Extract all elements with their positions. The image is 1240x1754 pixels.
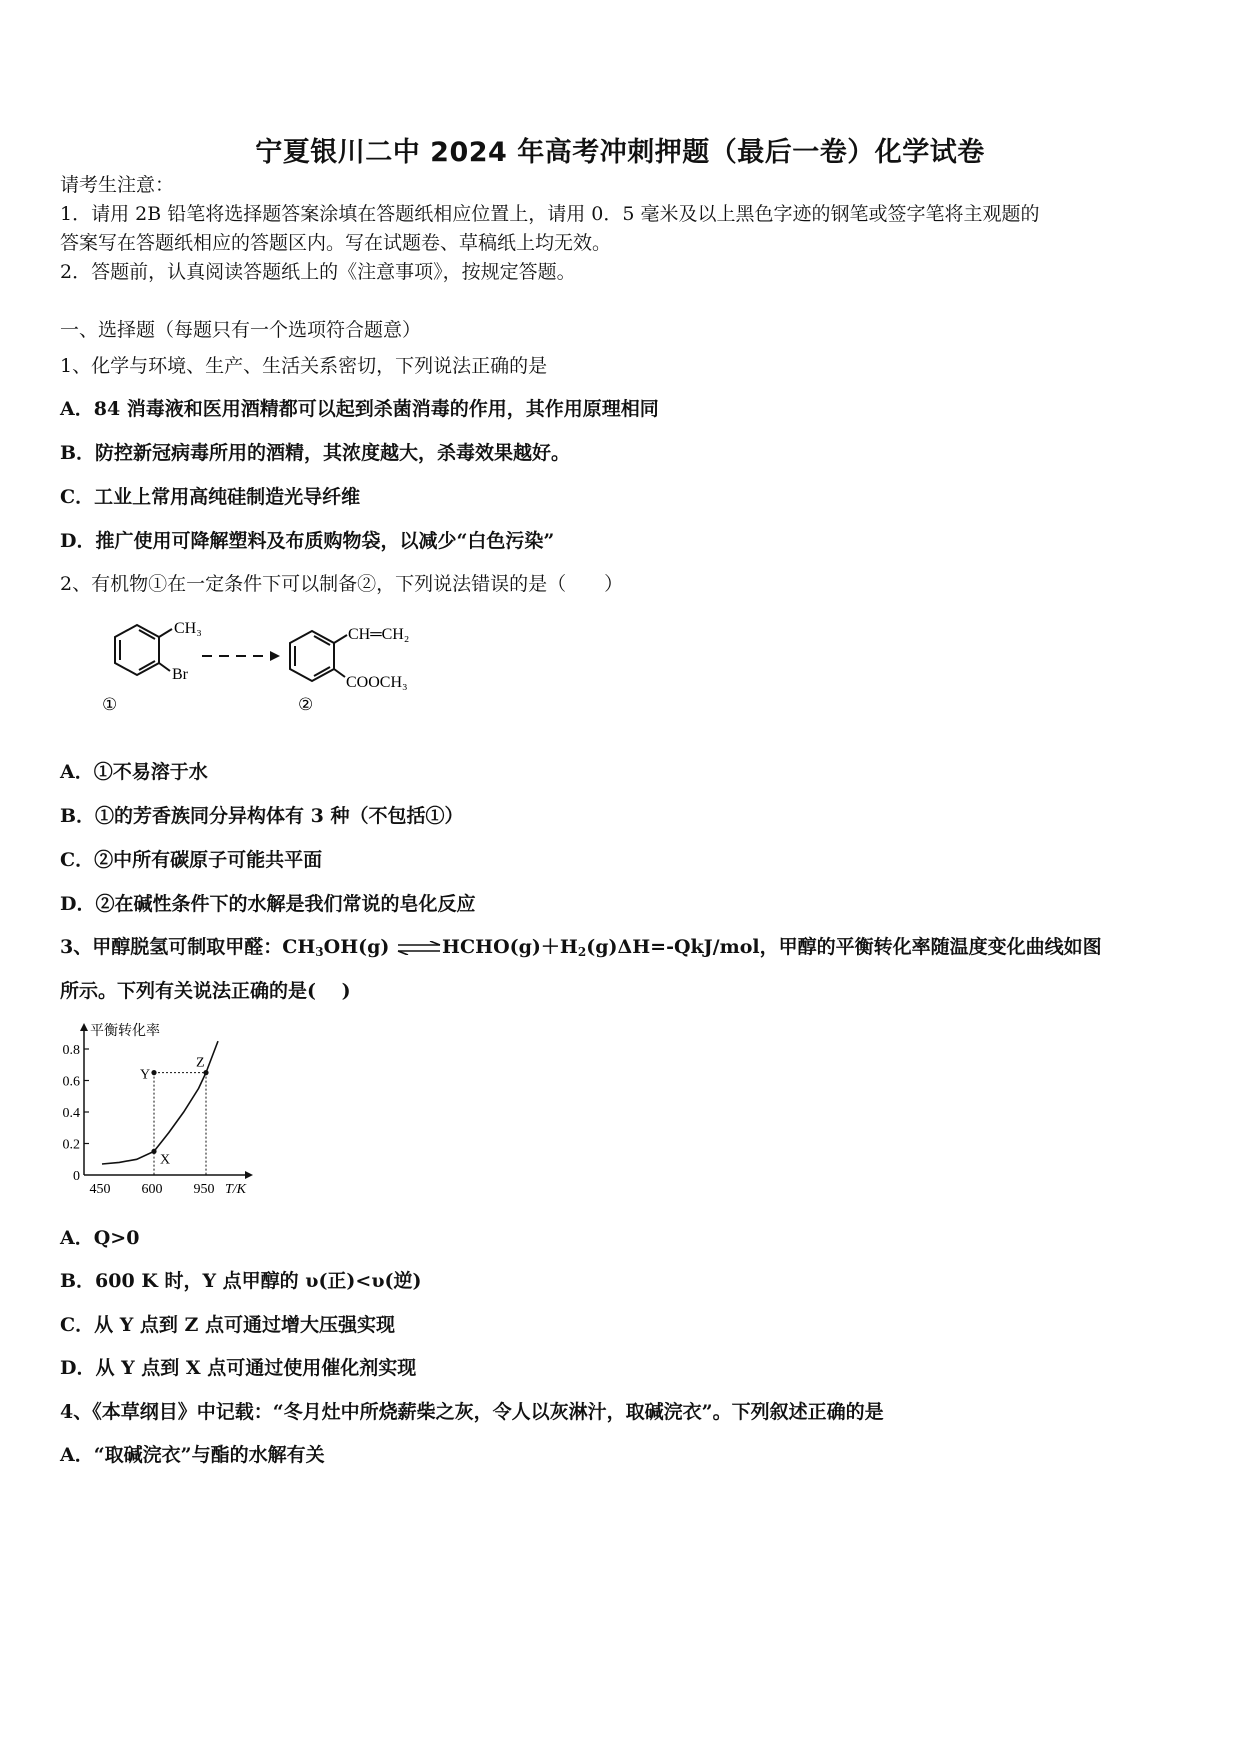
q1-option-c: C．工业上常用高纯硅制造光导纤维 — [60, 486, 361, 508]
molecule-1-ch3: CH₃ — [174, 620, 202, 637]
q3-stem-sub-1: 3 — [315, 945, 324, 959]
y-tick-label: 0.2 — [62, 1137, 80, 1153]
q1-option-a: A．84 消毒液和医用酒精都可以起到杀菌消毒的作用，其作用原理相同 — [60, 398, 659, 420]
equilibrium-arrow-icon — [396, 941, 442, 955]
section-heading: 一、选择题（每题只有一个选项符合题意） — [60, 319, 422, 341]
point-x — [151, 1149, 156, 1154]
q3-stem-mid-3: (g)ΔH=-QkJ/mol，甲醇的平衡转化率随温度变化曲线如图 — [586, 936, 1102, 958]
y-axis-arrow-icon — [80, 1023, 88, 1031]
q3-conversion-chart — [50, 1015, 290, 1195]
x-tick-label: 950 — [193, 1182, 215, 1195]
q1-stem: 1、化学与环境、生产、生活关系密切，下列说法正确的是 — [60, 355, 548, 377]
q3-option-c: C．从 Y 点到 Z 点可通过增大压强实现 — [60, 1314, 396, 1336]
q1-option-b: B．防控新冠病毒所用的酒精，其浓度越大，杀毒效果越好。 — [60, 442, 571, 464]
q3-stem-line-1 — [60, 932, 1102, 959]
q2-option-d: D．②在碱性条件下的水解是我们常说的皂化反应 — [60, 893, 476, 915]
x-axis-arrow-icon — [245, 1171, 253, 1179]
point-y — [151, 1070, 156, 1075]
q4-option-a: A．“取碱浣衣”与酯的水解有关 — [60, 1444, 325, 1466]
q1-option-d: D．推广使用可降解塑料及布质购物袋，以减少“白色污染” — [60, 530, 555, 552]
y-tick-label: 0.4 — [62, 1106, 80, 1121]
notice-heading: 请考生注意： — [60, 174, 175, 196]
x-tick-label: 450 — [89, 1182, 111, 1195]
x-tick-label: 600 — [141, 1182, 163, 1195]
page-title: 宁夏银川二中 2024 年高考冲刺押题（最后一卷）化学试卷 — [255, 137, 985, 168]
molecule-1-ring — [115, 625, 172, 675]
point-label-x: X — [160, 1152, 171, 1168]
point-label-y: Y — [140, 1067, 151, 1083]
notice-line-1a: 1．请用 2B 铅笔将选择题答案涂填在答题纸相应位置上，请用 0．5 毫米及以上黑色字迹的钢笔或签字笔将主观题的 — [60, 203, 1040, 225]
q3-option-b: B．600 K 时，Y 点甲醇的 υ(正)<υ(逆) — [60, 1270, 422, 1292]
molecule-1-label: ① — [102, 695, 118, 714]
y-tick-label: 0 — [73, 1169, 80, 1184]
molecule-2-ring — [290, 631, 347, 681]
x-axis-label: T/K — [225, 1182, 247, 1195]
dashed-arrow-icon — [202, 651, 280, 661]
q2-option-a: A．①不易溶于水 — [60, 761, 208, 783]
y-axis-label: 平衡转化率 — [90, 1024, 160, 1039]
q3-option-d: D．从 Y 点到 X 点可通过使用催化剂实现 — [60, 1357, 417, 1379]
point-label-z: Z — [196, 1055, 205, 1071]
y-tick-label: 0.8 — [62, 1043, 80, 1058]
molecule-1-br: Br — [172, 666, 188, 683]
q3-stem-line-2: 所示。下列有关说法正确的是( ) — [60, 980, 351, 1002]
molecule-2-label: ② — [298, 695, 314, 714]
q2-stem: 2、有机物①在一定条件下可以制备②，下列说法错误的是（ ） — [60, 573, 624, 595]
notice-line-1b: 答案写在答题纸相应的答题区内。写在试题卷、草稿纸上均无效。 — [60, 232, 612, 254]
q3-stem-mid-1: OH(g) — [323, 936, 397, 958]
q3-option-a: A．Q>0 — [60, 1227, 140, 1249]
molecule-2-vinyl: CH═CH₂ — [348, 626, 410, 643]
notice-line-2: 2．答题前，认真阅读答题纸上的《注意事项》，按规定答题。 — [60, 261, 576, 283]
molecule-2-ester: COOCH₃ — [346, 674, 408, 691]
q2-reaction-figure — [90, 615, 490, 725]
point-z — [203, 1070, 208, 1075]
y-tick-label: 0.6 — [62, 1074, 80, 1090]
q3-stem-prefix: 3、甲醇脱氢可制取甲醛：CH — [60, 936, 316, 958]
q4-stem: 4、《本草纲目》中记载：“冬月灶中所烧薪柴之灰，令人以灰淋汁，取碱浣衣”。下列叙述正确的是 — [60, 1401, 884, 1423]
q2-option-c: C．②中所有碳原子可能共平面 — [60, 849, 323, 871]
q2-option-b: B．①的芳香族同分异构体有 3 种（不包括①） — [60, 805, 464, 827]
q3-stem-mid-2: HCHO(g)＋H — [442, 936, 578, 958]
q3-stem-sub-2: 2 — [577, 945, 587, 959]
